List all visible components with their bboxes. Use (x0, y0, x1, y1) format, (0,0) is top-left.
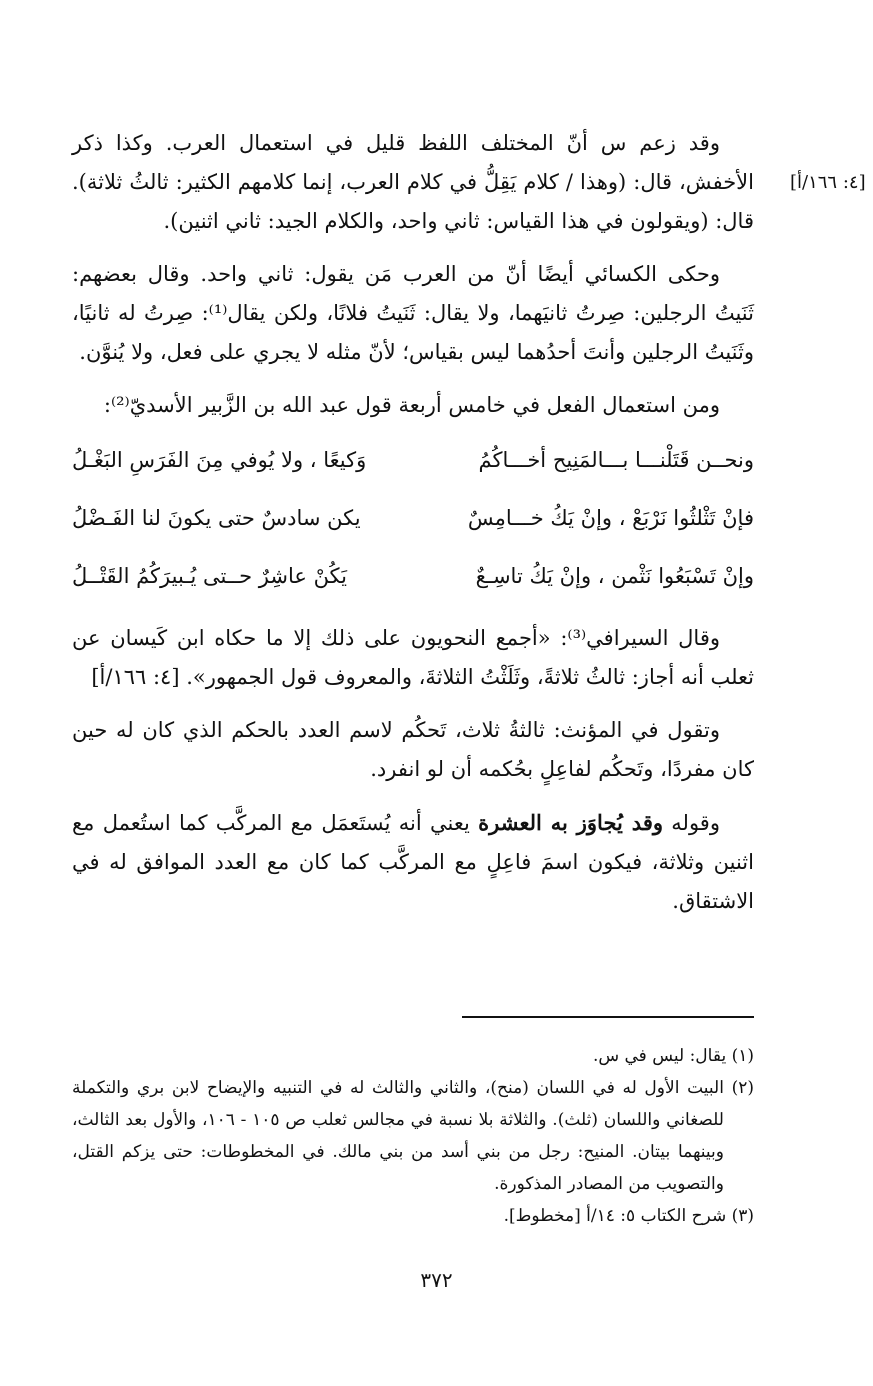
verse-second-hemistich: يكن سادسٌ حتى يكونَ لنا الفَـضْلُ (72, 506, 361, 530)
paragraph-6-start: وقوله (663, 811, 720, 835)
paragraph-2: وحكى الكسائي أيضًا أنّ من العرب مَن يقول: ثاني واحد. وقال بعضهم: ثَنَيتُ الرجلين: صِرتُ ثانيَهما، ولا يقال: ثَنَيتُ فلانًا، ولكن يقال⁽¹⁾: صِرتُ له ثانيًا، وثَنَيتُ الرجلين وأنتَ أحدُهما ليس بقياس؛ لأنّ مثله لا يجري على فعل، ولا يُنوَّن. (72, 262, 754, 364)
margin-reference: [٤: ١٦٦/أ] (790, 172, 866, 193)
paragraph-3: ومن استعمال الفعل في خامس أربعة قول عبد الله بن الزَّبير الأسديّ⁽²⁾: (103, 393, 720, 417)
verse-second-hemistich: وَكيعًا ، ولا يُوفي مِنَ الفَرَسِ البَغْـلُ (72, 448, 367, 472)
poem-verse (72, 489, 754, 547)
footnote-1: (١) يقال: ليس في س. (592, 1046, 754, 1066)
paragraph-6-rest: يعني أنه يُستَعمَل مع المركَّب كما استُعمل مع اثنين وثلاثة، فيكون اسمَ فاعِلٍ مع المركَّب كما كان مع العدد الموافق له في الاشتقاق. (72, 811, 754, 913)
page-number: ٣٧٢ (420, 1268, 453, 1292)
poem (72, 431, 754, 605)
paragraph-6 (72, 803, 754, 921)
footnote-3: (٣) شرح الكتاب ٥: ١٤/أ [مخطوط]. (503, 1206, 754, 1226)
quoted-phrase: وقد يُجاوَز به العشرة (478, 810, 663, 835)
poem-verse (72, 547, 754, 605)
footnote-divider (462, 1016, 754, 1018)
verse-first-hemistich: فإنْ تَثْلثُوا نَرْبَعْ ، وإنْ يَكُ خـــامِسٌ (467, 506, 754, 530)
paragraph-4: وقال السيرافي⁽³⁾: «أجمع النحويون على ذلك إلا ما حكاه ابن كَيسان عن ثعلب أنه أجاز: ثالثُ ثلاثةً، وثَلَثْتُ الثلاثةَ، والمعروف قول الجمهور». [٤: ١٦٦/أ] (72, 626, 754, 689)
main-text (72, 124, 754, 935)
poem-verse (72, 431, 754, 489)
verse-second-hemistich: يَكُنْ عاشِرٌ حــتى يُـبيرَكُمُ القَتْــلُ (72, 564, 347, 588)
paragraph-5: وتقول في المؤنث: ثالثةُ ثلاث، تَحكُم لاسم العدد بالحكم الذي كان له حين كان مفردًا، وتَحكُم لفاعِلٍ بحُكمه أن لو انفرد. (72, 718, 754, 781)
paragraph-1: وقد زعم س أنّ المختلف اللفظ قليل في استعمال العرب. وكذا ذكر الأخفش، قال: (وهذا / كلام يَقِلُّ في كلام العرب، إنما كلامهم الكثير: ثالثُ ثلاثة). قال: (ويقولون في هذا القياس: ثاني واحد، والكلام الجيد: ثاني اثنين). (72, 131, 754, 233)
verse-first-hemistich: ونحــن قَتَلْنـــا بـــالمَنِيح أخـــاكُمُ (478, 448, 754, 472)
footnotes (72, 1040, 754, 1232)
footnote-2: (٢) البيت الأول له في اللسان (منح)، والثاني والثالث له في التنبيه والإيضاح لابن بري والتكملة للصغاني واللسان (ثلث). والثلاثة بلا نسبة في مجالس ثعلب ص ١٠٥ - ١٠٦، والأول بعد الثالث، وبينهما بيتان. المنيح: رجل من بني أسد من بني مالك. في المخطوطات: حتى يزكم القتل، والتصويب من المصادر المذكورة. (72, 1078, 754, 1194)
verse-first-hemistich: وإنْ تَسْبَعُوا نَثْمن ، وإنْ يَكُ تاسِـعٌ (475, 564, 754, 588)
